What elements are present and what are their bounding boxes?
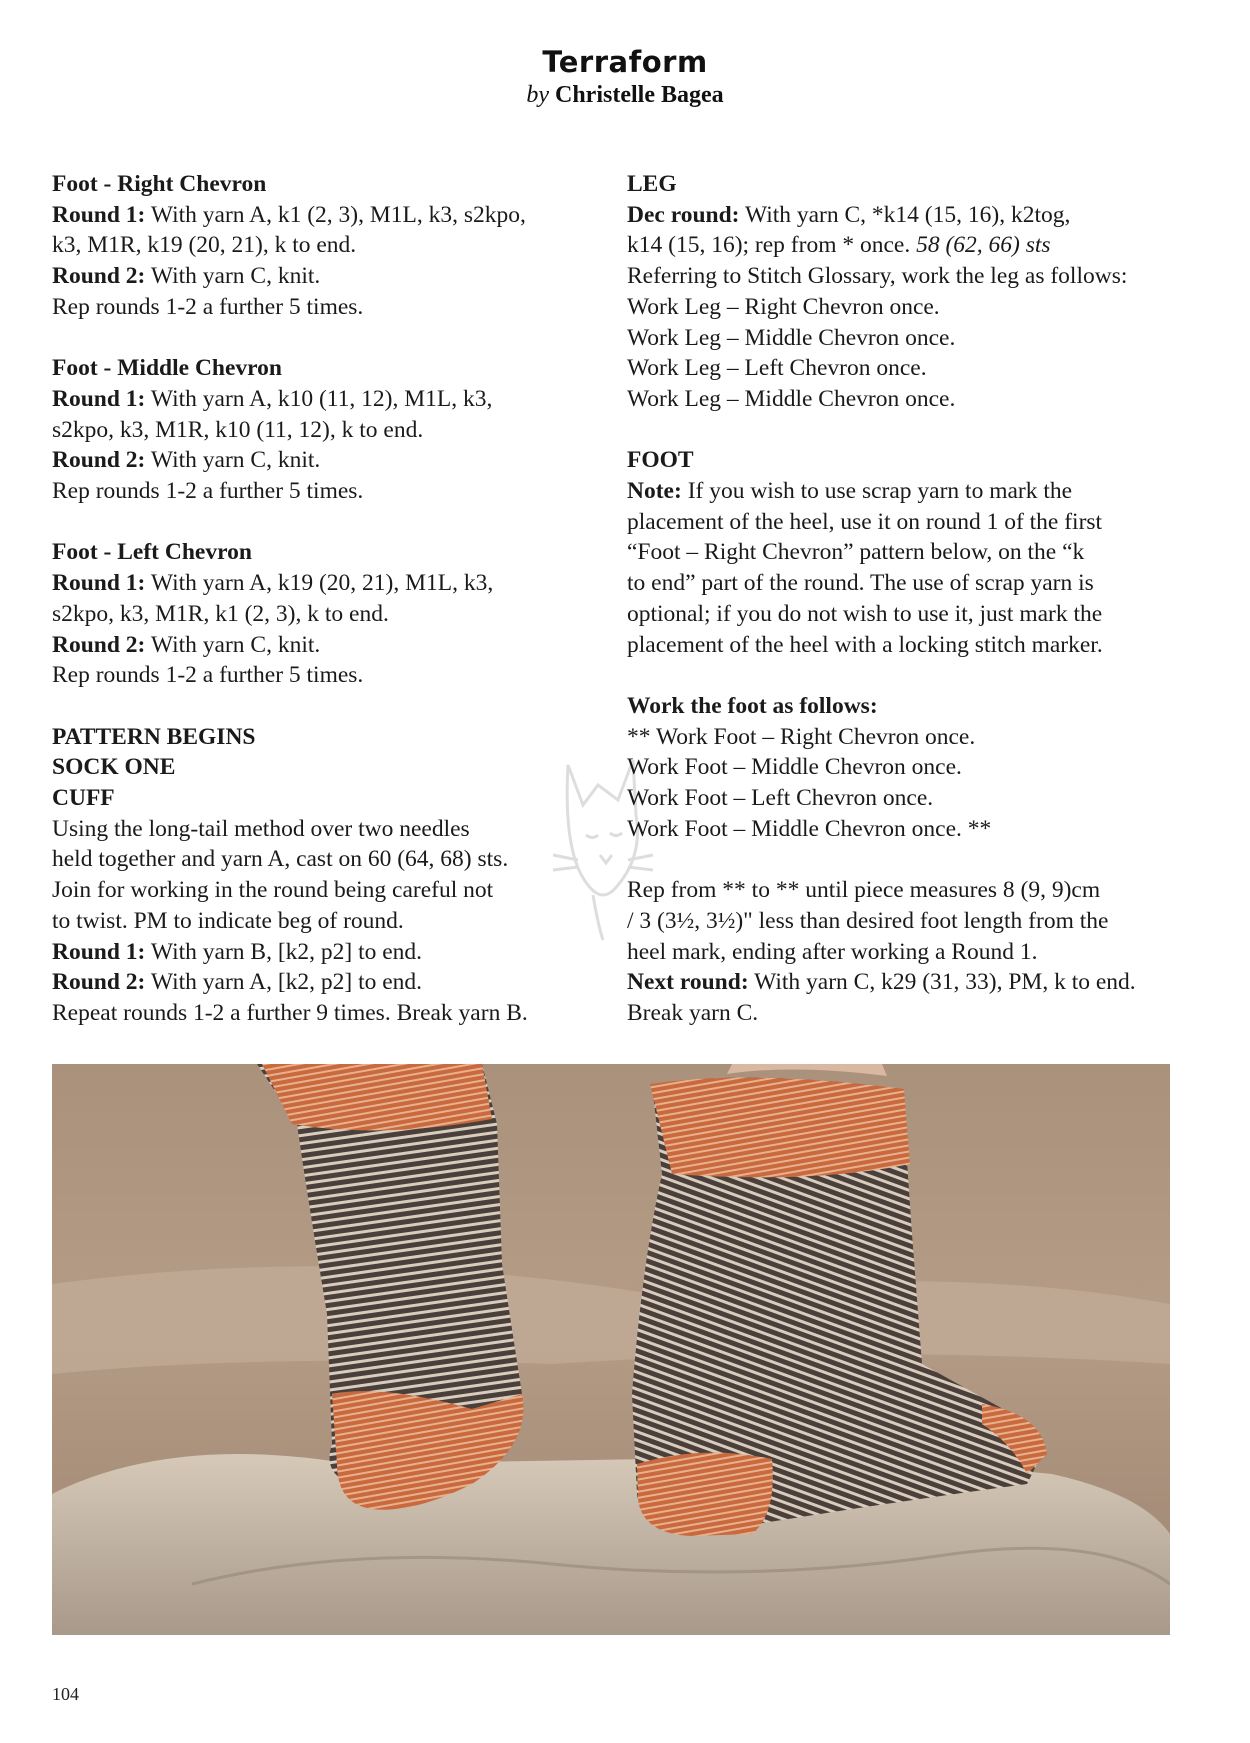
foot-step-line: Work Foot – Middle Chevron once. ** (627, 815, 992, 842)
byline-by: by (526, 82, 549, 108)
cuff-text-line: held together and yarn A, cast on 60 (64, 68) sts. (52, 846, 509, 873)
foot-step-line: ** Work Foot – Right Chevron once. (627, 723, 976, 750)
note-text-line: placement of the heel, use it on round 1 of the first (627, 508, 1103, 535)
cat-watermark-icon (548, 745, 658, 945)
rep-text-line: heel mark, ending after working a Round 1. (627, 938, 1038, 965)
cuff-heading: CUFF (52, 785, 115, 812)
work-foot-heading: Work the foot as follows: (627, 692, 878, 719)
foot-heading: FOOT (627, 447, 694, 474)
leg-step-line: Work Leg – Right Chevron once. (627, 293, 940, 320)
section-heading: Foot - Left Chevron (52, 539, 252, 566)
rep-section (627, 875, 1187, 1029)
round-1-line: Round 1: With yarn A, k19 (20, 21), M1L, k3, (52, 570, 494, 597)
round-1-line-cont: k3, M1R, k19 (20, 21), k to end. (52, 232, 357, 259)
leg-step-line: Work Leg – Middle Chevron once. (627, 324, 956, 351)
repeat-line: Repeat rounds 1-2 a further 9 times. Break yarn B. (52, 999, 528, 1026)
note-text-line: optional; if you do not wish to use it, just mark the (627, 600, 1103, 627)
stitch-count: 58 (62, 66) sts (916, 232, 1051, 259)
round-2-line: Round 2: With yarn A, [k2, p2] to end. (52, 969, 423, 996)
note-text-line: to end” part of the round. The use of scrap yarn is (627, 570, 1094, 597)
round-1-line: Round 1: With yarn A, k1 (2, 3), M1L, k3, s2kpo, (52, 201, 526, 228)
foot-middle-chevron-section (52, 353, 612, 507)
note-text-line: placement of the heel with a locking stitch marker. (627, 631, 1103, 658)
work-foot-section (627, 691, 1187, 845)
pattern-begins-heading: PATTERN BEGINS (52, 723, 256, 750)
foot-section (627, 445, 1187, 660)
byline (0, 80, 1250, 110)
page-header (0, 44, 1250, 110)
round-2-line: Round 2: With yarn C, knit. (52, 447, 321, 474)
sock-one-heading: SOCK ONE (52, 754, 176, 781)
round-1-line: Round 1: With yarn B, [k2, p2] to end. (52, 938, 423, 965)
cuff-text-line: Using the long-tail method over two needles (52, 815, 470, 842)
foot-step-line: Work Foot – Left Chevron once. (627, 785, 934, 812)
left-column (52, 169, 612, 1059)
round-1-line-cont: s2kpo, k3, M1R, k1 (2, 3), k to end. (52, 600, 389, 627)
section-heading: Foot - Right Chevron (52, 171, 267, 197)
author-name: Christelle Bagea (555, 82, 724, 108)
leg-heading: LEG (627, 171, 677, 197)
note-text-line: “Foot – Right Chevron” pattern below, on the “k (627, 539, 1085, 566)
sock-photo (52, 1064, 1170, 1635)
rep-text-line: / 3 (3½, 3½)" less than desired foot length from the (627, 907, 1109, 934)
dec-round-line-cont: k14 (15, 16); rep from * once. 58 (62, 66) sts (627, 232, 1051, 259)
repeat-line: Rep rounds 1-2 a further 5 times. (52, 293, 364, 320)
foot-step-line: Work Foot – Middle Chevron once. (627, 754, 962, 781)
leg-step-line: Work Leg – Left Chevron once. (627, 355, 927, 382)
leg-step-line: Work Leg – Middle Chevron once. (627, 385, 956, 412)
cuff-text-line: Join for working in the round being careful not (52, 877, 494, 904)
foot-left-chevron-section (52, 537, 612, 691)
round-2-line: Round 2: With yarn C, knit. (52, 263, 321, 290)
pattern-title: Terraform (542, 45, 708, 79)
leg-section (627, 169, 1187, 415)
round-1-line: Round 1: With yarn A, k10 (11, 12), M1L, k3, (52, 385, 493, 412)
pattern-begins-section (52, 722, 612, 1029)
leg-text-line: Referring to Stitch Glossary, work the leg as follows: (627, 263, 1128, 290)
next-round-line: Next round: With yarn C, k29 (31, 33), PM, k to end. (627, 969, 1136, 996)
round-1-line-cont: s2kpo, k3, M1R, k10 (11, 12), k to end. (52, 416, 424, 443)
page-number: 104 (52, 1684, 79, 1704)
round-2-line: Round 2: With yarn C, knit. (52, 631, 321, 658)
repeat-line: Rep rounds 1-2 a further 5 times. (52, 478, 364, 505)
section-heading: Foot - Middle Chevron (52, 355, 282, 382)
rep-text-line: Rep from ** to ** until piece measures 8 (9, 9)cm (627, 877, 1101, 904)
right-column (627, 169, 1187, 1059)
break-yarn-line: Break yarn C. (627, 999, 759, 1026)
note-line: Note: If you wish to use scrap yarn to mark the (627, 478, 1073, 505)
repeat-line: Rep rounds 1-2 a further 5 times. (52, 662, 364, 689)
foot-right-chevron-section (52, 169, 612, 323)
dec-round-line: Dec round: With yarn C, *k14 (15, 16), k2tog, (627, 201, 1071, 228)
cuff-text-line: to twist. PM to indicate beg of round. (52, 907, 404, 934)
